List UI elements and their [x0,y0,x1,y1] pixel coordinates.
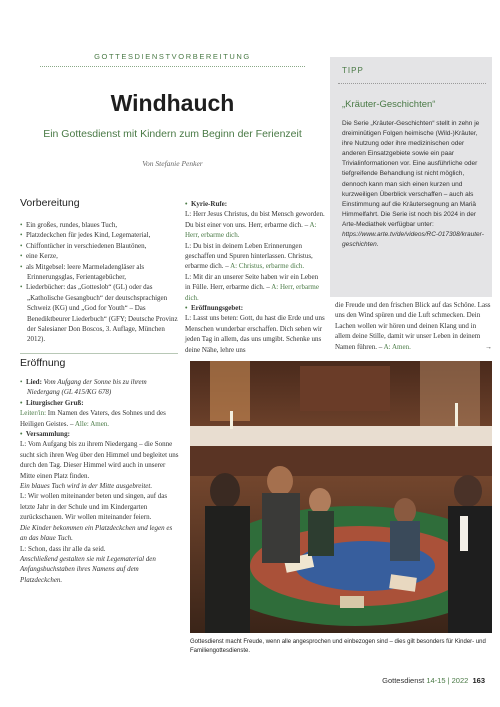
byline: Von Stefanie Penker [142,159,203,168]
list-item: • Ein großes, rundes, blaues Tuch, [20,221,118,229]
versammlung-text-3: L: Schon, dass ihr alle da seid. [20,544,106,553]
list-item: • Liederbücher: das „Gotteslob“ (GL) oder das „Katholische Gesangbuch“ der deutschsprachigen Schweiz (KG) und „God for Youth“ – Das Benediktbeurer Liederbuch“ (GFY; Deutsche Provinz der Salesianer Don Boscos, 3. Auflage, München 2012). [20,283,178,344]
section-divider [20,353,178,354]
versammlung-text-2: L: Wir wollen miteinander beten und singen, auf das letzte Jahr in der Schule und im Kindergarten zurückschauen. Wir wollen miteinander feiern. [20,492,168,522]
tip-link[interactable]: https://www.arte.tv/de/videos/RC-017308/krauter-geschichten. [342,231,484,249]
tip-title: „Kräuter-Geschichten“ [342,99,436,110]
kyrie-label: • Kyrie-Rufe: [185,200,228,208]
versammlung-text: L: Vom Aufgang bis zu ihrem Niedergang – die Sonne sucht sich ihren Weg über den Himmel und begleitet uns durch den Tag. Dieser Himmel wird auch in unserer Mitte einen Platz finden. [20,440,179,480]
heading-eroeffnung: Eröffnung [20,357,66,369]
prayer-continuation [335,300,492,352]
kyrie-section [185,199,325,355]
tip-divider [338,83,486,84]
gruss-text: Leiter/in: Im Namen des Vaters, des Sohnes und des Heiligen Geistes. – Alle: Amen. [20,409,166,428]
versammlung-instruction: Ein blaues Tuch wird in der Mitte ausgebreitet. [20,482,153,491]
tip-body [342,119,488,250]
article-title: Windhauch [110,90,235,116]
kyrie-line-2: L: Du bist in deinem Leben Erinnerungen geschaffen und Spuren hinterlassen. Christus, erbarme dich. – A: Christus, erbarme dich. [185,241,313,271]
eroeffnung-section [20,377,180,585]
gruss-label: • Liturgischer Gruß: [20,398,84,407]
article-subtitle: Ein Gottesdienst mit Kindern zum Beginn der Ferienzeit [43,128,302,140]
kicker-divider [40,66,305,67]
photo-caption: Gottesdienst macht Freude, wenn alle angesprochen und einbezogen sind – dies gilt besonders für Kinder- und Familiengottesdienste. [190,639,486,654]
list-item: • als Mitgebsel: leere Marmeladengläser als Erinnerungsglas, Ferientagebücher, [20,262,145,282]
vorbereitung-list [20,220,178,345]
list-item: • Chiffontücher in verschiedenen Blautönen, [20,241,147,250]
article-photo [190,361,492,633]
eroeffnungsgebet-label: • Eröffnungsgebet: [185,304,244,313]
lied-item: • Lied: Vom Aufgang der Sonne bis zu ihrem Niedergang (GL 415/KG 678) [20,378,147,397]
tip-label: TIPP [342,66,364,75]
eroeffnungsgebet-text: L: Lasst uns beten: Gott, du hast die Erde und uns Menschen wunderbar erschaffen. Dich sehen wir jeden Tag in allem, das uns umgibt. Schenke uns deine Nähe, lehre uns [185,314,325,354]
prayer-text: die Freude und den frischen Blick auf das Schöne. Lass uns den Wind spüren und die Luft schmecken. Dein Lachen wollen wir hören und deinen Klang und in allem deine Stille, damit wir unser Leben in deinem Namen führen. – A: Amen. → [335,301,492,351]
section-kicker: GOTTESDIENSTVORBEREITUNG [94,52,251,61]
kyrie-line-3: L: Mit dir an unserer Seite haben wir ein Leben in Fülle. Herr, erbarme dich. – A: Herr, erbarme dich. [185,272,319,302]
heading-vorbereitung: Vorbereitung [20,197,80,209]
tip-text: Die Serie „Kräuter-Geschichten“ stellt in zehn je dreiminütigen Folgen heimische (Wild-)Kräuter, ihre Nutzung oder ihre medizinischen oder anderen Einsatzgebiete sowie ein paar Trivialinformationen vor. Eine ausführliche oder tiefgreifende Behandlung ist nicht möglich, dennoch kann man sich einen kurzen und kurzweiligen Überblick verschaffen – auch als Einstimmung auf die Kräutersegnung an Mariä Himmelfahrt. Die Serie ist noch bis 2024 in der Arte-Mediathek verfügbar unter: [342,120,480,228]
list-item: • Platzdeckchen für jedes Kind, Legematerial, [20,231,151,240]
continue-arrow-icon: → [485,342,492,351]
list-item: • eine Kerze, [20,252,58,261]
page-footer: Gottesdienst 14-15 | 2022 163 [382,676,485,685]
kyrie-line-1: L: Herr Jesus Christus, du bist Mensch geworden. Du bist einer von uns. Herr, erbarme dich. – A: Herr, erbarme dich. [185,210,325,240]
page-number: 163 [472,676,485,685]
versammlung-instruction-3: Anschließend gestalten sie mit Legematerial den Anfangsbuchstaben ihres Namens auf dem Platzdeckchen. [20,554,156,584]
versammlung-instruction-2: Die Kinder bekommen ein Platzdeckchen und legen es an das blaue Tuch. [20,523,173,543]
versammlung-label: • Versammlung: [20,430,70,439]
